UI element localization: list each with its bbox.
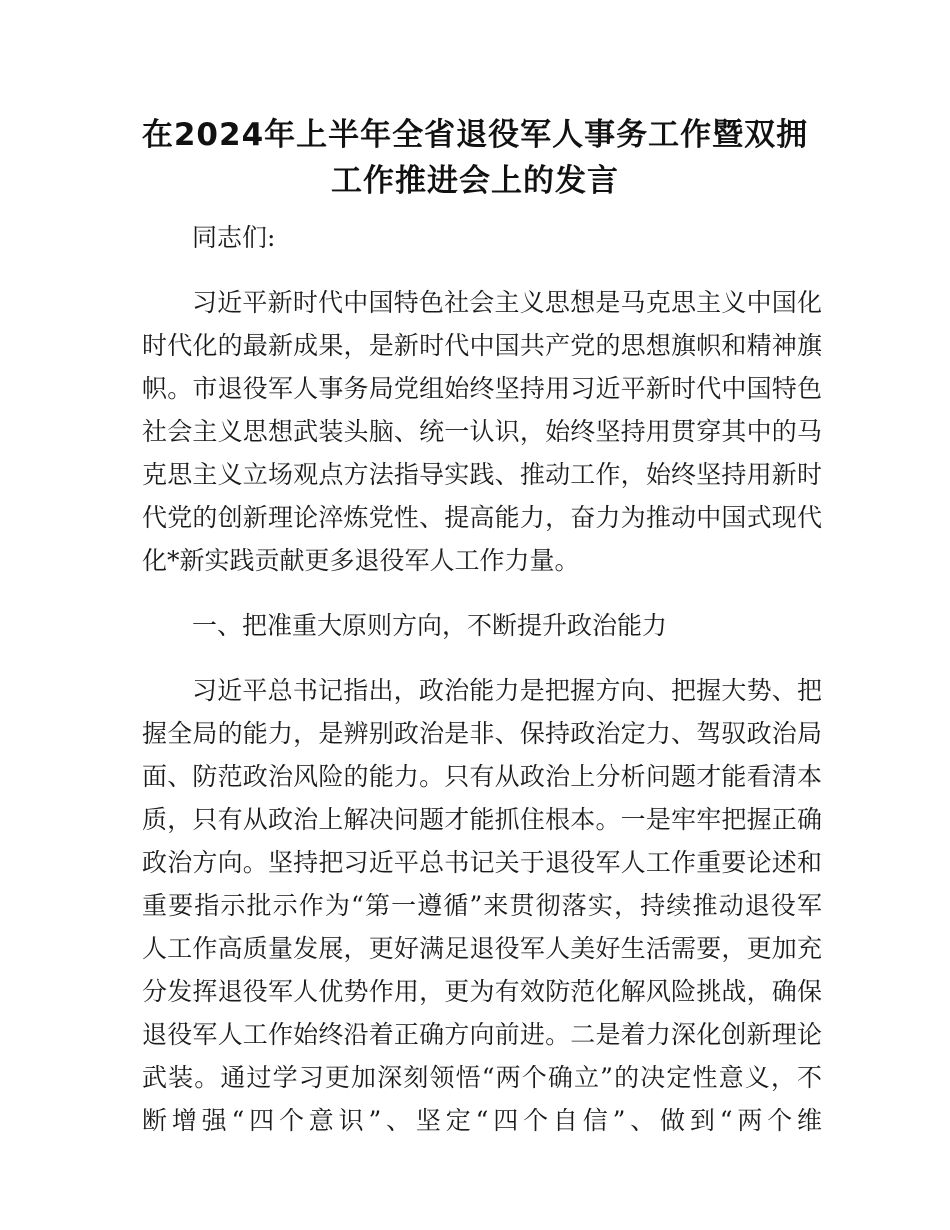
paragraph-line: 习近平新时代中国特色社会主义思想是马克思主义中国化	[192, 288, 822, 317]
paragraph-line: 社会主义思想武装头脑、统一认识，始终坚持用贯穿其中的马	[142, 417, 822, 446]
paragraph-line: 武装。通过学习更加深刻领悟“两个确立”的决定性意义，不	[142, 1063, 822, 1092]
paragraph-line: 习近平总书记指出，政治能力是把握方向、把握大势、把	[192, 676, 822, 705]
paragraph-line: 握全局的能力，是辨别政治是非、保持政治定力、驾驭政治局	[142, 719, 822, 748]
paragraph-line: 人工作高质量发展，更好满足退役军人美好生活需要，更加充	[142, 934, 822, 963]
paragraph-line: 化*新实践贡献更多退役军人工作力量。	[142, 546, 580, 575]
section-heading: 一、把准重大原则方向，不断提升政治能力	[192, 611, 668, 640]
paragraph-line: 帜。市退役军人事务局党组始终坚持用习近平新时代中国特色	[142, 374, 822, 403]
paragraph-line: 克思主义立场观点方法指导实践、推动工作，始终坚持用新时	[142, 460, 822, 489]
paragraph-1	[142, 281, 822, 582]
document-body	[142, 216, 822, 1142]
paragraph-line: 断增强“四个意识”、坚定“四个自信”、做到“两个维	[142, 1106, 822, 1135]
paragraph-line: 面、防范政治风险的能力。只有从政治上分析问题才能看清本	[142, 762, 822, 791]
paragraph-2	[142, 669, 822, 1142]
paragraph-line: 退役军人工作始终沿着正确方向前进。二是着力深化创新理论	[142, 1020, 822, 1049]
salutation: 同志们:	[192, 223, 276, 252]
paragraph-line: 重要指示批示作为“第一遵循”来贯彻落实，持续推动退役军	[142, 891, 822, 920]
document-title-line-1: 在2024年上半年全省退役军人事务工作暨双拥	[141, 117, 809, 153]
paragraph-line: 代党的创新理论淬炼党性、提高能力，奋力为推动中国式现代	[142, 503, 822, 532]
paragraph-line: 分发挥退役军人优势作用，更为有效防范化解风险挑战，确保	[142, 977, 822, 1006]
paragraph-line: 质，只有从政治上解决问题才能抓住根本。一是牢牢把握正确	[142, 805, 822, 834]
paragraph-line: 时代化的最新成果，是新时代中国共产党的思想旗帜和精神旗	[142, 331, 822, 360]
paragraph-line: 政治方向。坚持把习近平总书记关于退役军人工作重要论述和	[142, 848, 822, 877]
document-title-line-2: 工作推进会上的发言	[331, 163, 619, 199]
